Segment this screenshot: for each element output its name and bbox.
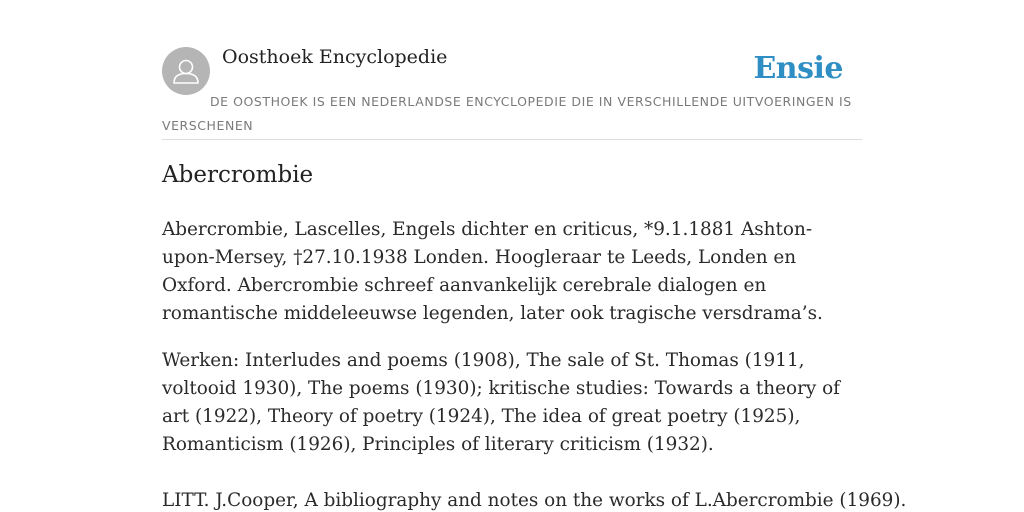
article-paragraph-biography: Abercrombie, Lascelles, Engels dichter en criticus, *9.1.1881 Ashton-upon-Mersey, †27.10.1938 Londen. Hoogleraar te Leeds, Londen en Oxford. Abercrombie schreef aanvankelijk cerebrale dialogen en romantische middeleeuwse legenden, later ook tragische versdrama’s. [162,219,823,324]
article-paragraph-works: Werken: Interludes and poems (1908), The sale of St. Thomas (1911, voltooid 1930), The poems (1930); kritische studies: Towards a theory of art (1922), Theory of poetry (1924), The idea of great poetry (1925), Romanticism (1926), Principles of literary criticism (1932). [162,350,840,455]
article-title: Abercrombie [162,162,314,188]
site-tagline: DE OOSTHOEK IS EEN NEDERLANDSE ENCYCLOPEDIE DIE IN VERSCHILLENDE UITVOERINGEN IS VERSCHENEN [162,94,852,133]
user-icon [162,47,210,95]
header-divider [162,139,862,140]
avatar[interactable] [162,47,210,95]
site-name[interactable]: Oosthoek Encyclopedie [222,46,448,68]
article-paragraph-literature: LITT. J.Cooper, A bibliography and notes on the works of L.Abercrombie (1969). [162,490,907,511]
page [162,0,907,512]
brand-logo[interactable]: Ensie [753,51,843,86]
